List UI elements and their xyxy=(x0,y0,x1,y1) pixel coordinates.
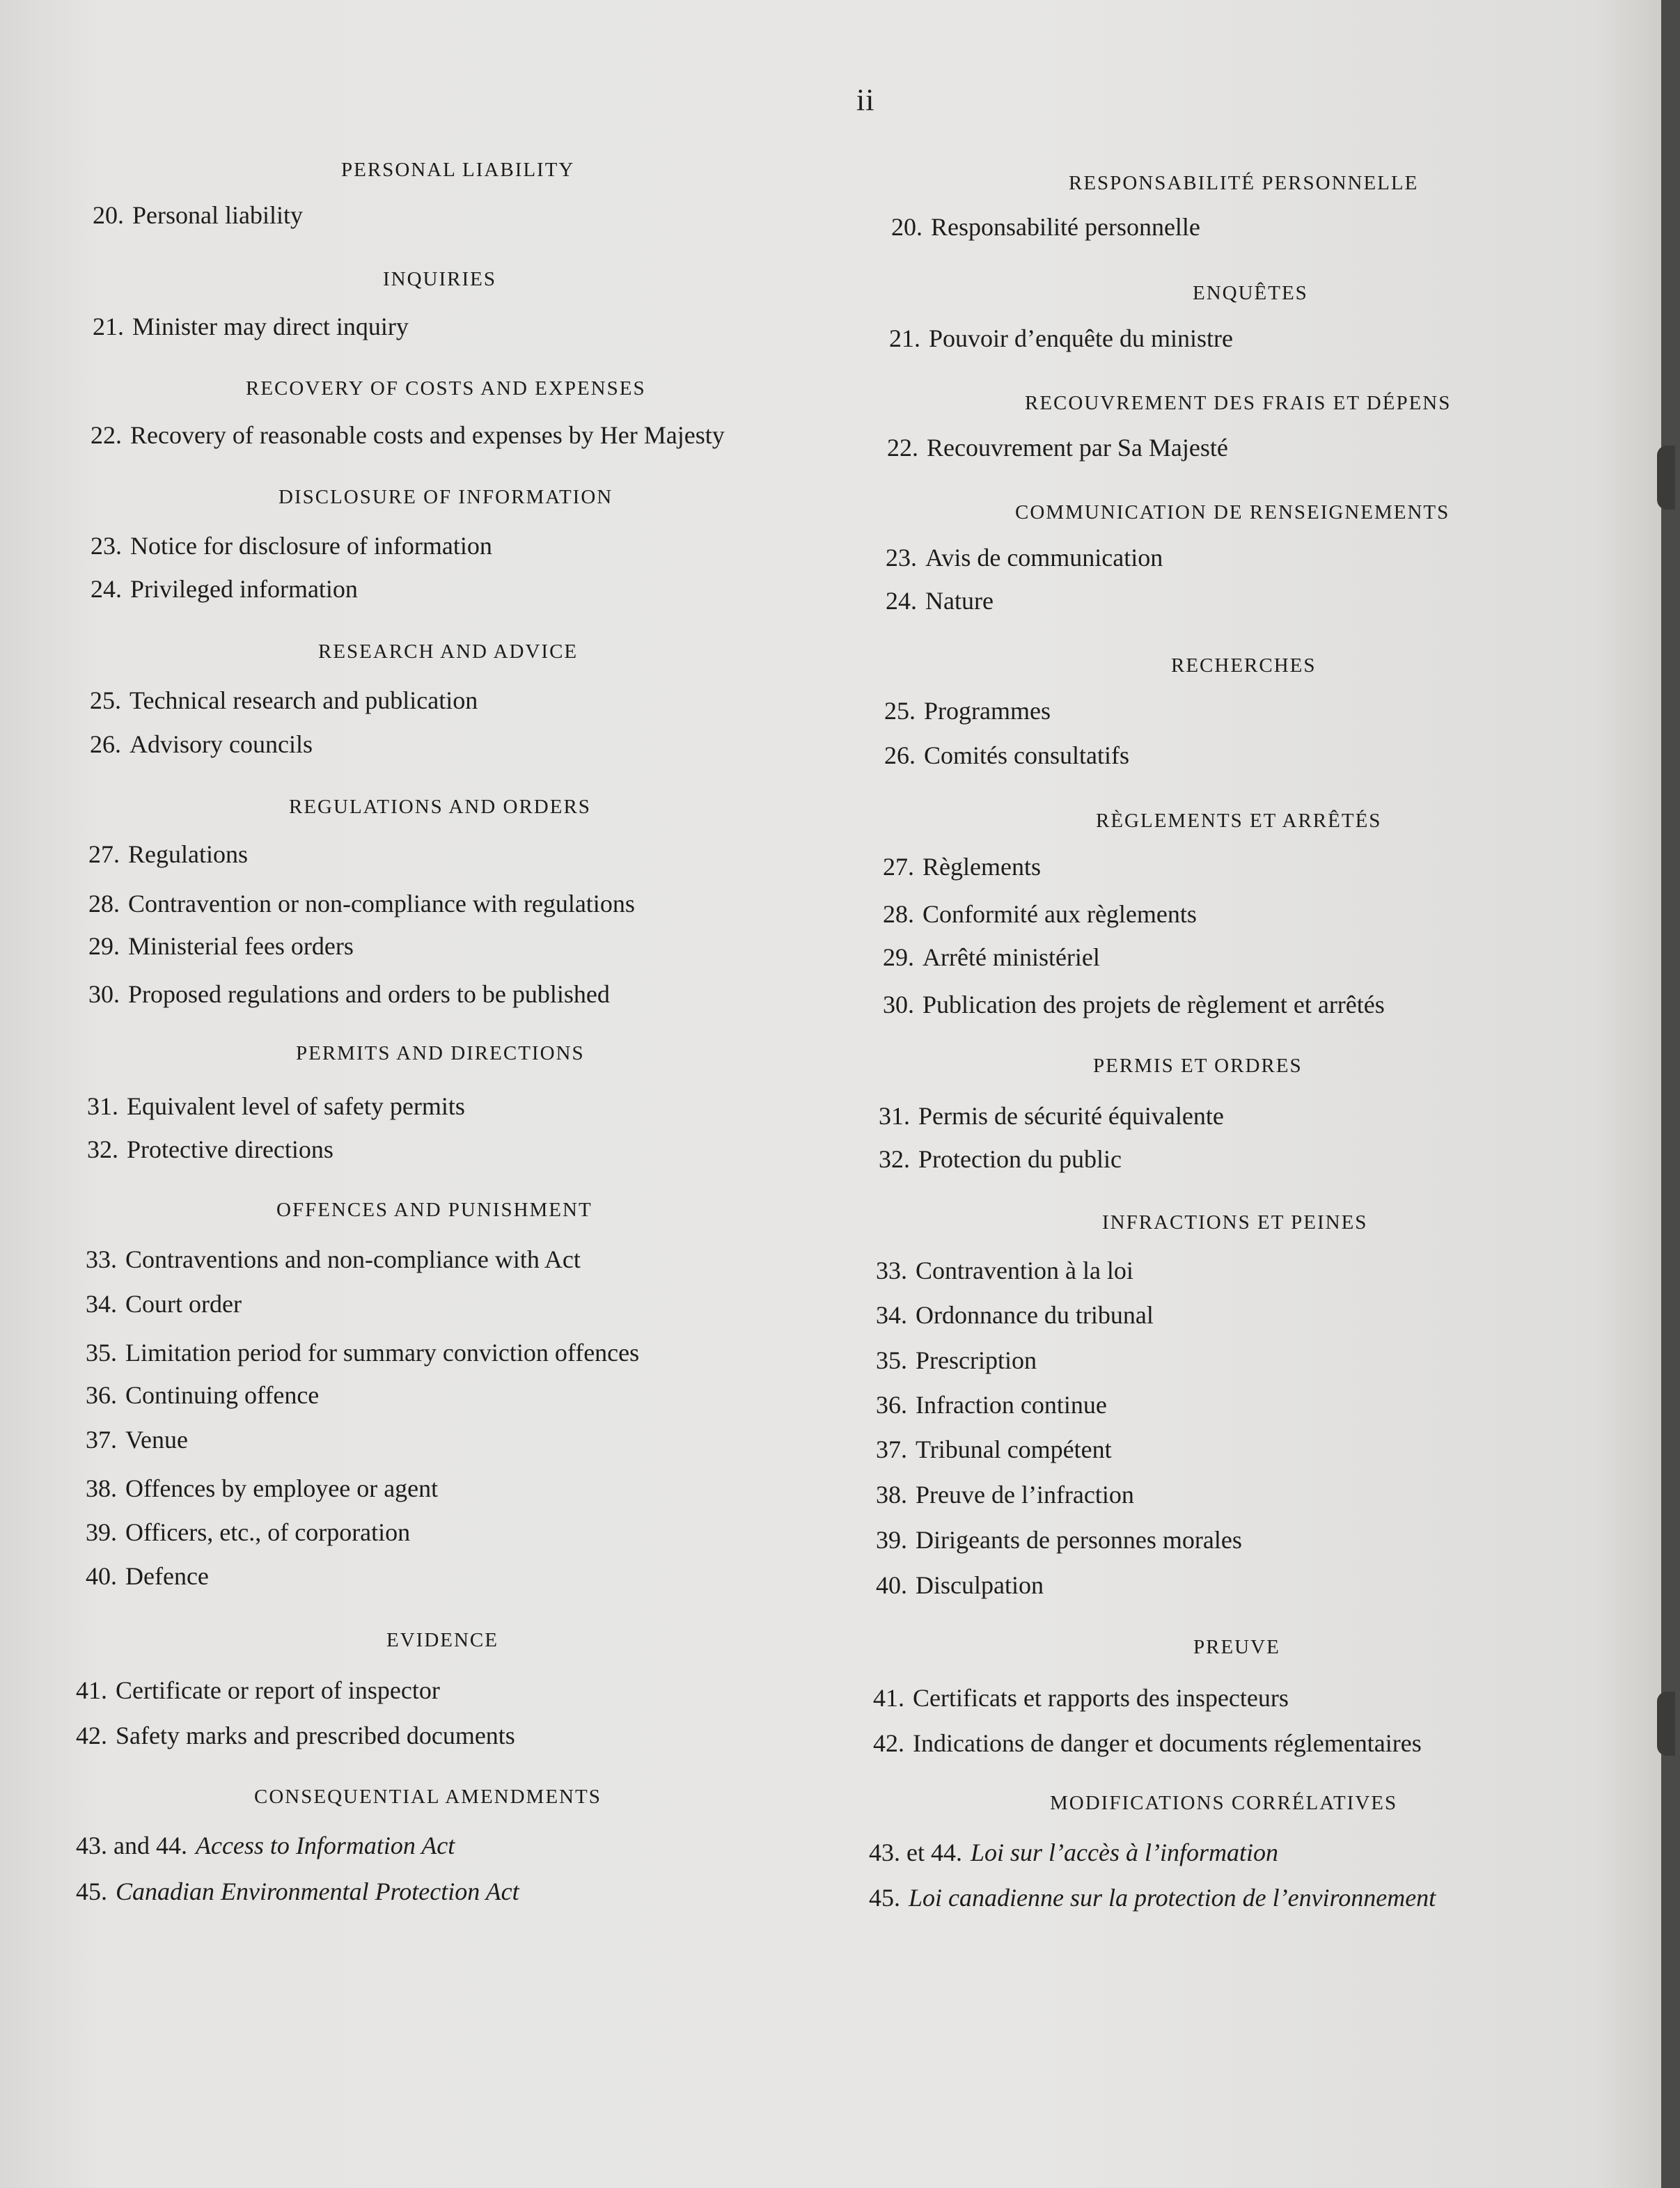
section-heading: CONSEQUENTIAL AMENDMENTS xyxy=(254,1786,602,1808)
list-item: 23. Notice for disclosure of information xyxy=(91,532,492,560)
section-heading: REGULATIONS AND ORDERS xyxy=(289,796,591,818)
list-item: 20. Responsabilité personnelle xyxy=(891,213,1200,241)
section-heading: COMMUNICATION DE RENSEIGNEMENTS xyxy=(1015,501,1450,524)
list-item: 37. Tribunal compétent xyxy=(876,1435,1112,1463)
list-item: 22. Recovery of reasonable costs and expenses by Her Majesty xyxy=(91,421,725,449)
section-heading: PERSONAL LIABILITY xyxy=(341,159,575,181)
list-item: 29. Arrêté ministériel xyxy=(883,943,1100,971)
list-item: 30. Proposed regulations and orders to be published xyxy=(88,980,610,1008)
section-heading: EVIDENCE xyxy=(386,1629,498,1651)
list-item: 27. Regulations xyxy=(88,840,248,868)
section-heading: RECOVERY OF COSTS AND EXPENSES xyxy=(246,377,646,400)
list-item: 37. Venue xyxy=(86,1426,188,1454)
list-item: 38. Preuve de l’infraction xyxy=(876,1481,1134,1509)
list-item: 23. Avis de communication xyxy=(886,544,1163,572)
binder-edge xyxy=(1661,0,1680,2188)
list-item: 31. Permis de sécurité équivalente xyxy=(879,1102,1224,1130)
section-heading: OFFENCES AND PUNISHMENT xyxy=(276,1199,592,1221)
section-heading: MODIFICATIONS CORRÉLATIVES xyxy=(1050,1792,1398,1814)
section-heading: PERMIS ET ORDRES xyxy=(1093,1055,1303,1077)
list-item: 21. Minister may direct inquiry xyxy=(93,313,409,340)
section-heading: PERMITS AND DIRECTIONS xyxy=(296,1042,585,1064)
list-item: 43. et 44. Loi sur l’accès à l’information xyxy=(869,1839,1278,1866)
list-item: 33. Contravention à la loi xyxy=(876,1257,1133,1284)
section-heading: ENQUÊTES xyxy=(1193,282,1308,304)
list-item: 45. Loi canadienne sur la protection de l’environnement xyxy=(869,1884,1436,1912)
list-item: 25. Technical research and publication xyxy=(90,686,478,714)
section-heading: RESEARCH AND ADVICE xyxy=(318,640,579,663)
list-item: 36. Infraction continue xyxy=(876,1391,1107,1419)
list-item: 32. Protective directions xyxy=(87,1135,333,1163)
section-heading: DISCLOSURE OF INFORMATION xyxy=(278,486,613,508)
list-item: 42. Indications de danger et documents réglementaires xyxy=(873,1729,1422,1757)
list-item: 35. Prescription xyxy=(876,1346,1037,1374)
list-item: 40. Disculpation xyxy=(876,1571,1044,1599)
section-heading: PREUVE xyxy=(1193,1636,1280,1658)
list-item: 34. Ordonnance du tribunal xyxy=(876,1301,1154,1329)
list-item: 39. Officers, etc., of corporation xyxy=(86,1518,411,1546)
list-item: 39. Dirigeants de personnes morales xyxy=(876,1526,1242,1554)
section-heading: INFRACTIONS ET PEINES xyxy=(1102,1211,1368,1234)
punch-hole-bottom xyxy=(1657,1692,1675,1756)
list-item: 26. Advisory councils xyxy=(90,730,313,758)
list-item: 24. Nature xyxy=(886,587,994,615)
page-number: ii xyxy=(856,83,875,117)
list-item: 24. Privileged information xyxy=(91,575,358,603)
list-item: 41. Certificats et rapports des inspecteurs xyxy=(873,1684,1289,1712)
punch-hole-top xyxy=(1657,446,1675,510)
list-item: 35. Limitation period for summary conviction offences xyxy=(86,1339,640,1367)
list-item: 42. Safety marks and prescribed documents xyxy=(76,1722,515,1749)
list-item: 33. Contraventions and non-compliance with Act xyxy=(86,1245,581,1273)
list-item: 28. Conformité aux règlements xyxy=(883,900,1197,928)
list-item: 31. Equivalent level of safety permits xyxy=(87,1092,465,1120)
section-heading: RÈGLEMENTS ET ARRÊTÉS xyxy=(1096,810,1382,832)
section-heading: RECOUVREMENT DES FRAIS ET DÉPENS xyxy=(1025,392,1452,414)
list-item: 45. Canadian Environmental Protection Act xyxy=(76,1878,519,1905)
list-item: 43. and 44. Access to Information Act xyxy=(76,1832,455,1859)
list-item: 22. Recouvrement par Sa Majesté xyxy=(887,434,1228,462)
list-item: 29. Ministerial fees orders xyxy=(88,932,354,960)
list-item: 34. Court order xyxy=(86,1290,242,1318)
section-heading: INQUIRIES xyxy=(383,268,496,290)
section-heading: RESPONSABILITÉ PERSONNELLE xyxy=(1069,172,1419,194)
list-item: 25. Programmes xyxy=(884,697,1051,725)
list-item: 38. Offences by employee or agent xyxy=(86,1474,439,1502)
section-heading: RECHERCHES xyxy=(1171,654,1317,677)
list-item: 21. Pouvoir d’enquête du ministre xyxy=(889,324,1233,352)
list-item: 32. Protection du public xyxy=(879,1145,1122,1173)
list-item: 40. Defence xyxy=(86,1562,209,1590)
list-item: 30. Publication des projets de règlement et arrêtés xyxy=(883,991,1385,1018)
list-item: 28. Contravention or non-compliance with regulations xyxy=(88,890,635,918)
list-item: 20. Personal liability xyxy=(93,201,303,229)
list-item: 27. Règlements xyxy=(883,853,1041,881)
list-item: 41. Certificate or report of inspector xyxy=(76,1676,440,1704)
list-item: 26. Comités consultatifs xyxy=(884,741,1129,769)
list-item: 36. Continuing offence xyxy=(86,1381,320,1409)
